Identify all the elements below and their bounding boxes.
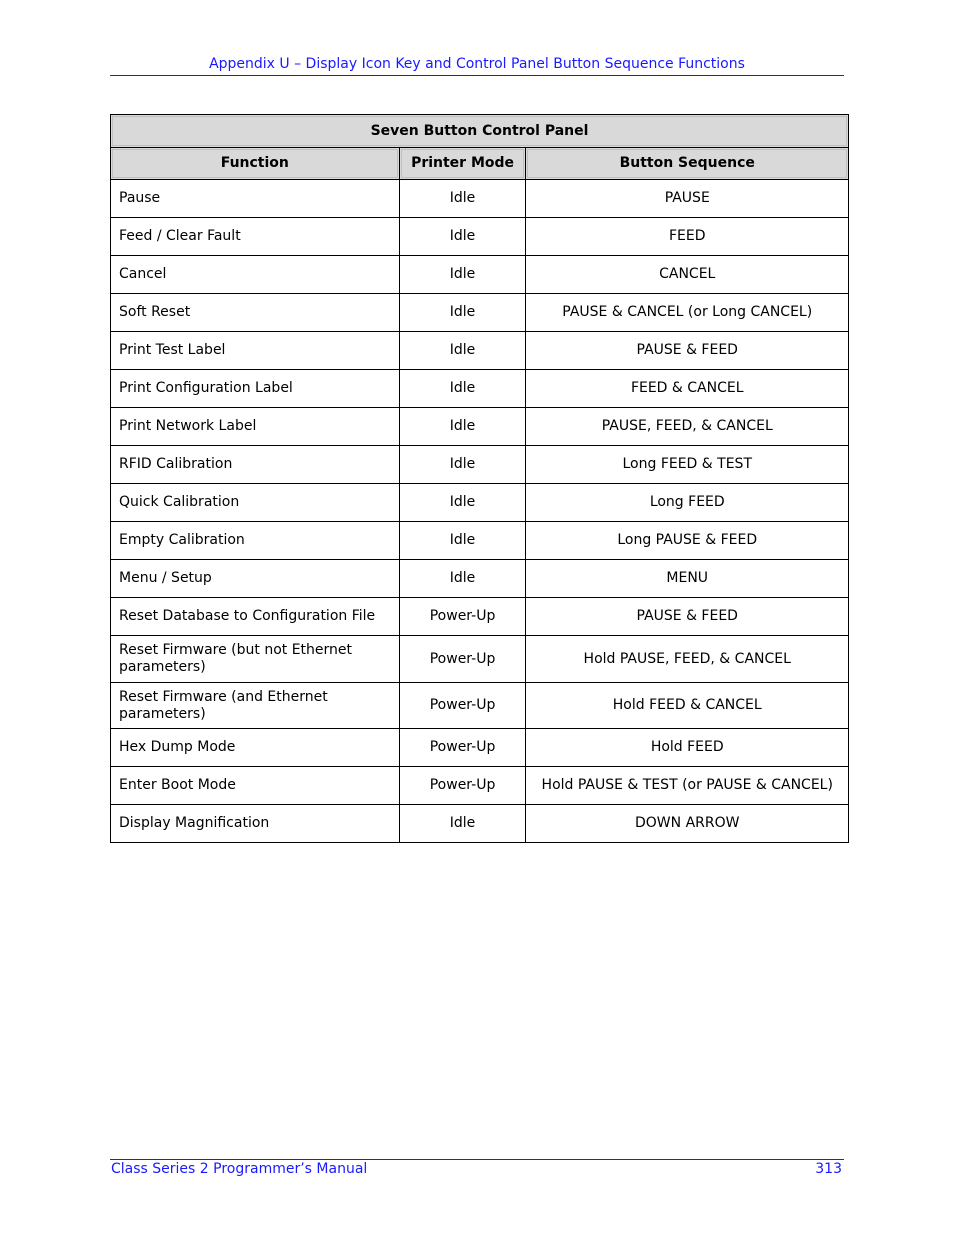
footer-manual-title: Class Series 2 Programmer’s Manual [111,1161,368,1177]
sequence-cell: PAUSE, FEED, & CANCEL [526,408,849,446]
table-row [111,256,849,294]
function-cell: Print Test Label [111,332,400,370]
function-cell: Reset Database to Configuration File [111,598,400,636]
table-row [111,408,849,446]
function-cell: Feed / Clear Fault [111,218,400,256]
function-cell: Cancel [111,256,400,294]
table-row [111,636,849,683]
mode-cell: Power-Up [399,729,526,767]
sequence-cell: PAUSE & FEED [526,332,849,370]
table-row [111,805,849,843]
function-cell: Enter Boot Mode [111,767,400,805]
mode-cell: Power-Up [399,598,526,636]
mode-cell: Idle [399,408,526,446]
function-cell: Soft Reset [111,294,400,332]
table-row [111,332,849,370]
table-row [111,446,849,484]
footer-page-number: 313 [815,1161,842,1177]
sequence-cell: DOWN ARROW [526,805,849,843]
sequence-cell: Long FEED & TEST [526,446,849,484]
mode-cell: Power-Up [399,683,526,729]
table-row [111,560,849,598]
sequence-cell: Hold FEED [526,729,849,767]
mode-cell: Idle [399,218,526,256]
table-row [111,180,849,218]
function-cell: Pause [111,180,400,218]
mode-cell: Idle [399,484,526,522]
table-row [111,522,849,560]
mode-cell: Power-Up [399,767,526,805]
sequence-cell: Hold FEED & CANCEL [526,683,849,729]
function-cell: Display Magnification [111,805,400,843]
table-row [111,370,849,408]
table-row [111,598,849,636]
table-row [111,484,849,522]
sequence-cell: FEED [526,218,849,256]
function-cell: Menu / Setup [111,560,400,598]
mode-cell: Idle [399,332,526,370]
sequence-cell: Long PAUSE & FEED [526,522,849,560]
function-cell: RFID Calibration [111,446,400,484]
sequence-cell: PAUSE [526,180,849,218]
sequence-cell: CANCEL [526,256,849,294]
mode-cell: Idle [399,446,526,484]
table-caption: Seven Button Control Panel [111,115,849,148]
mode-cell: Idle [399,370,526,408]
mode-cell: Idle [399,180,526,218]
table-row [111,218,849,256]
mode-cell: Idle [399,522,526,560]
button-sequence-table [110,114,849,843]
column-header-function: Function [111,148,400,180]
page-header-title: Appendix U – Display Icon Key and Control Panel Button Sequence Functions [209,56,745,72]
mode-cell: Idle [399,256,526,294]
table-row [111,683,849,729]
function-cell: Quick Calibration [111,484,400,522]
function-cell: Reset Firmware (and Ethernet parameters) [111,683,400,729]
mode-cell: Idle [399,805,526,843]
sequence-cell: MENU [526,560,849,598]
column-header-button-sequence: Button Sequence [526,148,849,180]
table-row [111,729,849,767]
function-cell: Print Configuration Label [111,370,400,408]
sequence-cell: Long FEED [526,484,849,522]
mode-cell: Idle [399,294,526,332]
footer-divider [110,1159,844,1160]
header-divider [110,75,844,76]
function-cell: Empty Calibration [111,522,400,560]
function-cell: Print Network Label [111,408,400,446]
sequence-cell: PAUSE & CANCEL (or Long CANCEL) [526,294,849,332]
table-row [111,767,849,805]
mode-cell: Idle [399,560,526,598]
sequence-cell: Hold PAUSE & TEST (or PAUSE & CANCEL) [526,767,849,805]
sequence-cell: FEED & CANCEL [526,370,849,408]
column-header-printer-mode: Printer Mode [399,148,526,180]
sequence-cell: Hold PAUSE, FEED, & CANCEL [526,636,849,683]
mode-cell: Power-Up [399,636,526,683]
table-row [111,294,849,332]
function-cell: Reset Firmware (but not Ethernet parameters) [111,636,400,683]
function-cell: Hex Dump Mode [111,729,400,767]
sequence-cell: PAUSE & FEED [526,598,849,636]
